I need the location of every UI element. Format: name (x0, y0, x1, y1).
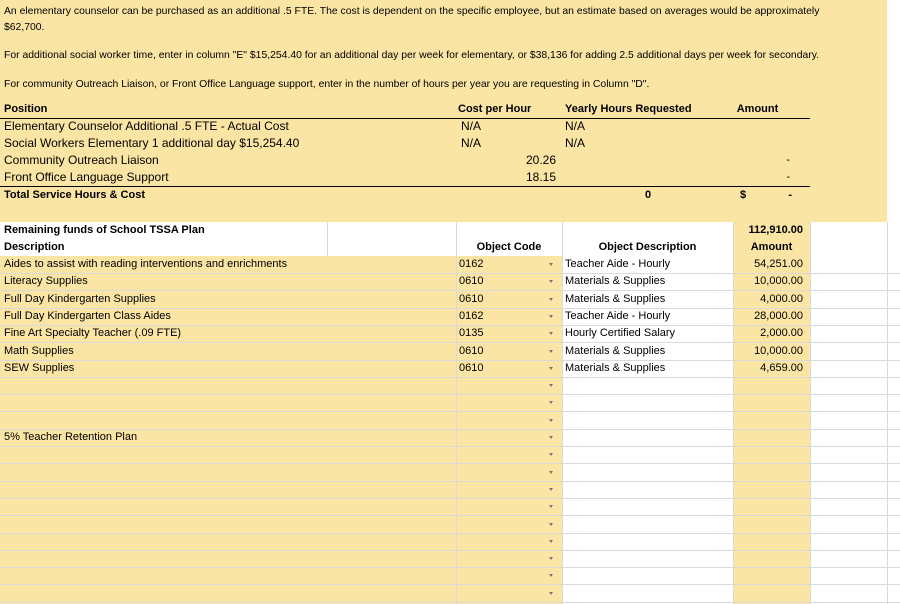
position-header: Position (4, 103, 48, 115)
plan-row[interactable] (0, 446, 900, 463)
plan-amount[interactable] (735, 412, 803, 429)
plan-description[interactable] (4, 533, 444, 550)
plan-row[interactable] (0, 533, 900, 550)
plan-row[interactable] (0, 498, 900, 515)
plan-amount[interactable] (735, 429, 803, 446)
remaining-row (0, 222, 900, 239)
plan-object-description (565, 585, 730, 602)
plan-object-code[interactable]: 0610 (459, 275, 484, 287)
plan-object-code[interactable] (459, 377, 519, 394)
plan-amount[interactable]: 54,251.00 (754, 258, 803, 270)
total-row (0, 187, 900, 204)
service-hours[interactable]: N/A (565, 119, 586, 133)
plan-description[interactable] (4, 481, 444, 498)
remaining-value: 112,910.00 (748, 224, 803, 236)
dropdown-arrow-icon[interactable] (549, 367, 553, 370)
service-hours[interactable]: N/A (565, 136, 586, 150)
plan-object-code[interactable]: 0610 (459, 293, 484, 305)
note-counselor-cost: $62,700. (4, 22, 45, 33)
amount-header: Amount (736, 103, 779, 115)
dropdown-arrow-icon[interactable] (549, 436, 553, 439)
total-currency: $ (740, 189, 747, 201)
plan-amount[interactable]: 4,659.00 (760, 362, 803, 374)
plan-object-code[interactable] (459, 550, 519, 567)
remaining-label: Remaining funds of School TSSA Plan (4, 224, 205, 236)
dropdown-arrow-icon[interactable] (549, 263, 553, 266)
dropdown-arrow-icon[interactable] (549, 523, 553, 526)
service-position: Community Outreach Liaison (4, 153, 159, 167)
plan-row[interactable] (0, 256, 900, 273)
plan-amount[interactable] (735, 516, 803, 533)
plan-amount[interactable] (735, 498, 803, 515)
plan-object-description (565, 481, 730, 498)
description-header: Description (4, 241, 65, 253)
plan-amount[interactable] (735, 550, 803, 567)
service-amount (760, 135, 790, 152)
plan-object-description (565, 533, 730, 550)
dropdown-arrow-icon[interactable] (549, 280, 553, 283)
dropdown-arrow-icon[interactable] (549, 350, 553, 353)
plan-description[interactable]: 5% Teacher Retention Plan (4, 431, 138, 443)
plan-object-code[interactable] (459, 567, 519, 584)
service-cost: N/A (461, 119, 482, 133)
plan-row[interactable] (0, 343, 900, 360)
plan-object-code[interactable]: 0162 (459, 258, 484, 270)
plan-row[interactable] (0, 567, 900, 584)
plan-description[interactable] (4, 446, 444, 463)
plan-amount[interactable] (735, 394, 803, 411)
plan-object-code[interactable]: 0162 (459, 310, 484, 322)
plan-description[interactable]: Literacy Supplies (4, 275, 88, 287)
plan-row[interactable] (0, 273, 900, 290)
dropdown-arrow-icon[interactable] (549, 471, 553, 474)
plan-amount[interactable]: 4,000.00 (760, 293, 803, 305)
plan-object-code[interactable] (459, 394, 519, 411)
plan-description[interactable] (4, 377, 444, 394)
plan-object-description (565, 550, 730, 567)
dropdown-arrow-icon[interactable] (549, 488, 553, 491)
plan-object-description: Materials & Supplies (565, 275, 666, 287)
plan-description[interactable]: Full Day Kindergarten Supplies (4, 293, 156, 305)
dropdown-arrow-icon[interactable] (549, 592, 553, 595)
plan-object-description (565, 394, 730, 411)
service-hours[interactable] (565, 152, 625, 169)
plan-description[interactable] (4, 585, 444, 602)
dropdown-arrow-icon[interactable] (549, 453, 553, 456)
dropdown-arrow-icon[interactable] (549, 574, 553, 577)
dropdown-arrow-icon[interactable] (549, 419, 553, 422)
plan-row[interactable] (0, 464, 900, 481)
total-amount: - (788, 189, 792, 201)
note-social-worker: For additional social worker time, enter in column "E" $15,254.40 for an additional day per week for elementary, or $38,136 for adding 2.5 additional days per week for secondary. (4, 50, 820, 61)
plan-row[interactable] (0, 412, 900, 429)
plan-amount[interactable] (735, 464, 803, 481)
plan-object-code[interactable]: 0610 (459, 345, 484, 357)
service-amount: - (786, 154, 790, 166)
plan-amount[interactable]: 10,000.00 (754, 275, 803, 287)
service-cost: 18.15 (525, 170, 556, 184)
services-header-row (0, 101, 900, 118)
plan-amount[interactable] (735, 567, 803, 584)
plan-object-code[interactable] (459, 516, 519, 533)
plan-amount[interactable] (735, 585, 803, 602)
service-position: Elementary Counselor Additional .5 FTE - Actual Cost (4, 119, 289, 133)
plan-object-code[interactable] (459, 481, 519, 498)
service-hours[interactable] (565, 169, 625, 186)
service-row[interactable] (0, 135, 900, 152)
plan-object-description: Teacher Aide - Hourly (565, 258, 671, 270)
plan-description[interactable]: SEW Supplies (4, 362, 75, 374)
plan-row[interactable] (0, 550, 900, 567)
plan-object-code[interactable] (459, 498, 519, 515)
total-label: Total Service Hours & Cost (4, 189, 145, 201)
plan-row[interactable] (0, 516, 900, 533)
plan-description[interactable]: Full Day Kindergarten Class Aides (4, 310, 171, 322)
plan-amount[interactable]: 2,000.00 (760, 327, 803, 339)
plan-object-description: Materials & Supplies (565, 362, 666, 374)
plan-amount[interactable] (735, 533, 803, 550)
plan-amount[interactable] (735, 481, 803, 498)
plan-description[interactable] (4, 412, 444, 429)
plan-row[interactable] (0, 429, 900, 446)
plan-row[interactable] (0, 481, 900, 498)
service-amount: - (786, 171, 790, 183)
plan-row[interactable] (0, 377, 900, 394)
dropdown-arrow-icon[interactable] (549, 315, 553, 318)
plan-description[interactable] (4, 567, 444, 584)
amount-header: Amount (750, 241, 793, 253)
plan-object-description: Materials & Supplies (565, 345, 666, 357)
total-hours: 0 (645, 189, 652, 201)
plan-row[interactable] (0, 585, 900, 602)
service-amount (760, 118, 790, 135)
note-counselor: An elementary counselor can be purchased as an additional .5 FTE. The cost is dependent on the specific employee, but an estimate based on averages would be approximately (4, 6, 820, 17)
plan-object-description (565, 429, 730, 446)
object-code-header: Object Code (476, 241, 542, 253)
plan-amount[interactable]: 28,000.00 (754, 310, 803, 322)
plan-row[interactable] (0, 291, 900, 308)
plan-object-description (565, 464, 730, 481)
dropdown-arrow-icon[interactable] (549, 298, 553, 301)
plan-object-code[interactable]: 0135 (459, 327, 484, 339)
plan-object-code[interactable] (459, 412, 519, 429)
note-outreach: For community Outreach Liaison, or Front Office Language support, enter in the number of hours per year you are requesting in Column "D". (4, 79, 650, 90)
plan-header-row (0, 239, 900, 256)
service-row[interactable] (0, 152, 900, 169)
dropdown-arrow-icon[interactable] (549, 540, 553, 543)
service-cost: 20.26 (525, 153, 556, 167)
service-position: Front Office Language Support (4, 170, 169, 184)
plan-amount[interactable]: 10,000.00 (754, 345, 803, 357)
cost-header: Cost per Hour (458, 103, 532, 115)
plan-description[interactable] (4, 498, 444, 515)
plan-object-description (565, 516, 730, 533)
plan-object-code[interactable] (459, 585, 519, 602)
plan-object-code[interactable] (459, 446, 519, 463)
hours-header: Yearly Hours Requested (565, 103, 692, 115)
service-position: Social Workers Elementary 1 additional day $15,254.40 (4, 136, 300, 150)
plan-object-description: Teacher Aide - Hourly (565, 310, 671, 322)
dropdown-arrow-icon[interactable] (549, 332, 553, 335)
plan-object-description (565, 377, 730, 394)
service-cost: N/A (461, 136, 482, 150)
plan-description[interactable]: Math Supplies (4, 345, 74, 357)
plan-row[interactable] (0, 394, 900, 411)
dropdown-arrow-icon[interactable] (549, 557, 553, 560)
plan-row[interactable] (0, 360, 900, 377)
plan-object-code[interactable] (459, 429, 519, 446)
plan-object-description (565, 567, 730, 584)
plan-description[interactable] (4, 516, 444, 533)
dropdown-arrow-icon[interactable] (549, 401, 553, 404)
plan-amount[interactable] (735, 446, 803, 463)
service-row[interactable] (0, 169, 900, 186)
dropdown-arrow-icon[interactable] (549, 505, 553, 508)
plan-object-description (565, 446, 730, 463)
plan-row[interactable] (0, 325, 900, 342)
plan-object-description: Hourly Certified Salary (565, 327, 676, 339)
plan-object-description (565, 498, 730, 515)
grid-line (0, 602, 900, 603)
plan-description[interactable]: Fine Art Specialty Teacher (.09 FTE) (4, 327, 182, 339)
plan-object-code[interactable] (459, 464, 519, 481)
plan-object-description (565, 412, 730, 429)
plan-description[interactable]: Aides to assist with reading interventions and enrichments (4, 258, 288, 270)
service-row[interactable] (0, 118, 900, 135)
plan-description[interactable] (4, 394, 444, 411)
plan-amount[interactable] (735, 377, 803, 394)
dropdown-arrow-icon[interactable] (549, 384, 553, 387)
plan-object-code[interactable] (459, 533, 519, 550)
plan-object-code[interactable]: 0610 (459, 362, 484, 374)
object-description-header: Object Description (598, 241, 697, 253)
plan-description[interactable] (4, 464, 444, 481)
plan-row[interactable] (0, 308, 900, 325)
plan-description[interactable] (4, 550, 444, 567)
plan-object-description: Materials & Supplies (565, 293, 666, 305)
